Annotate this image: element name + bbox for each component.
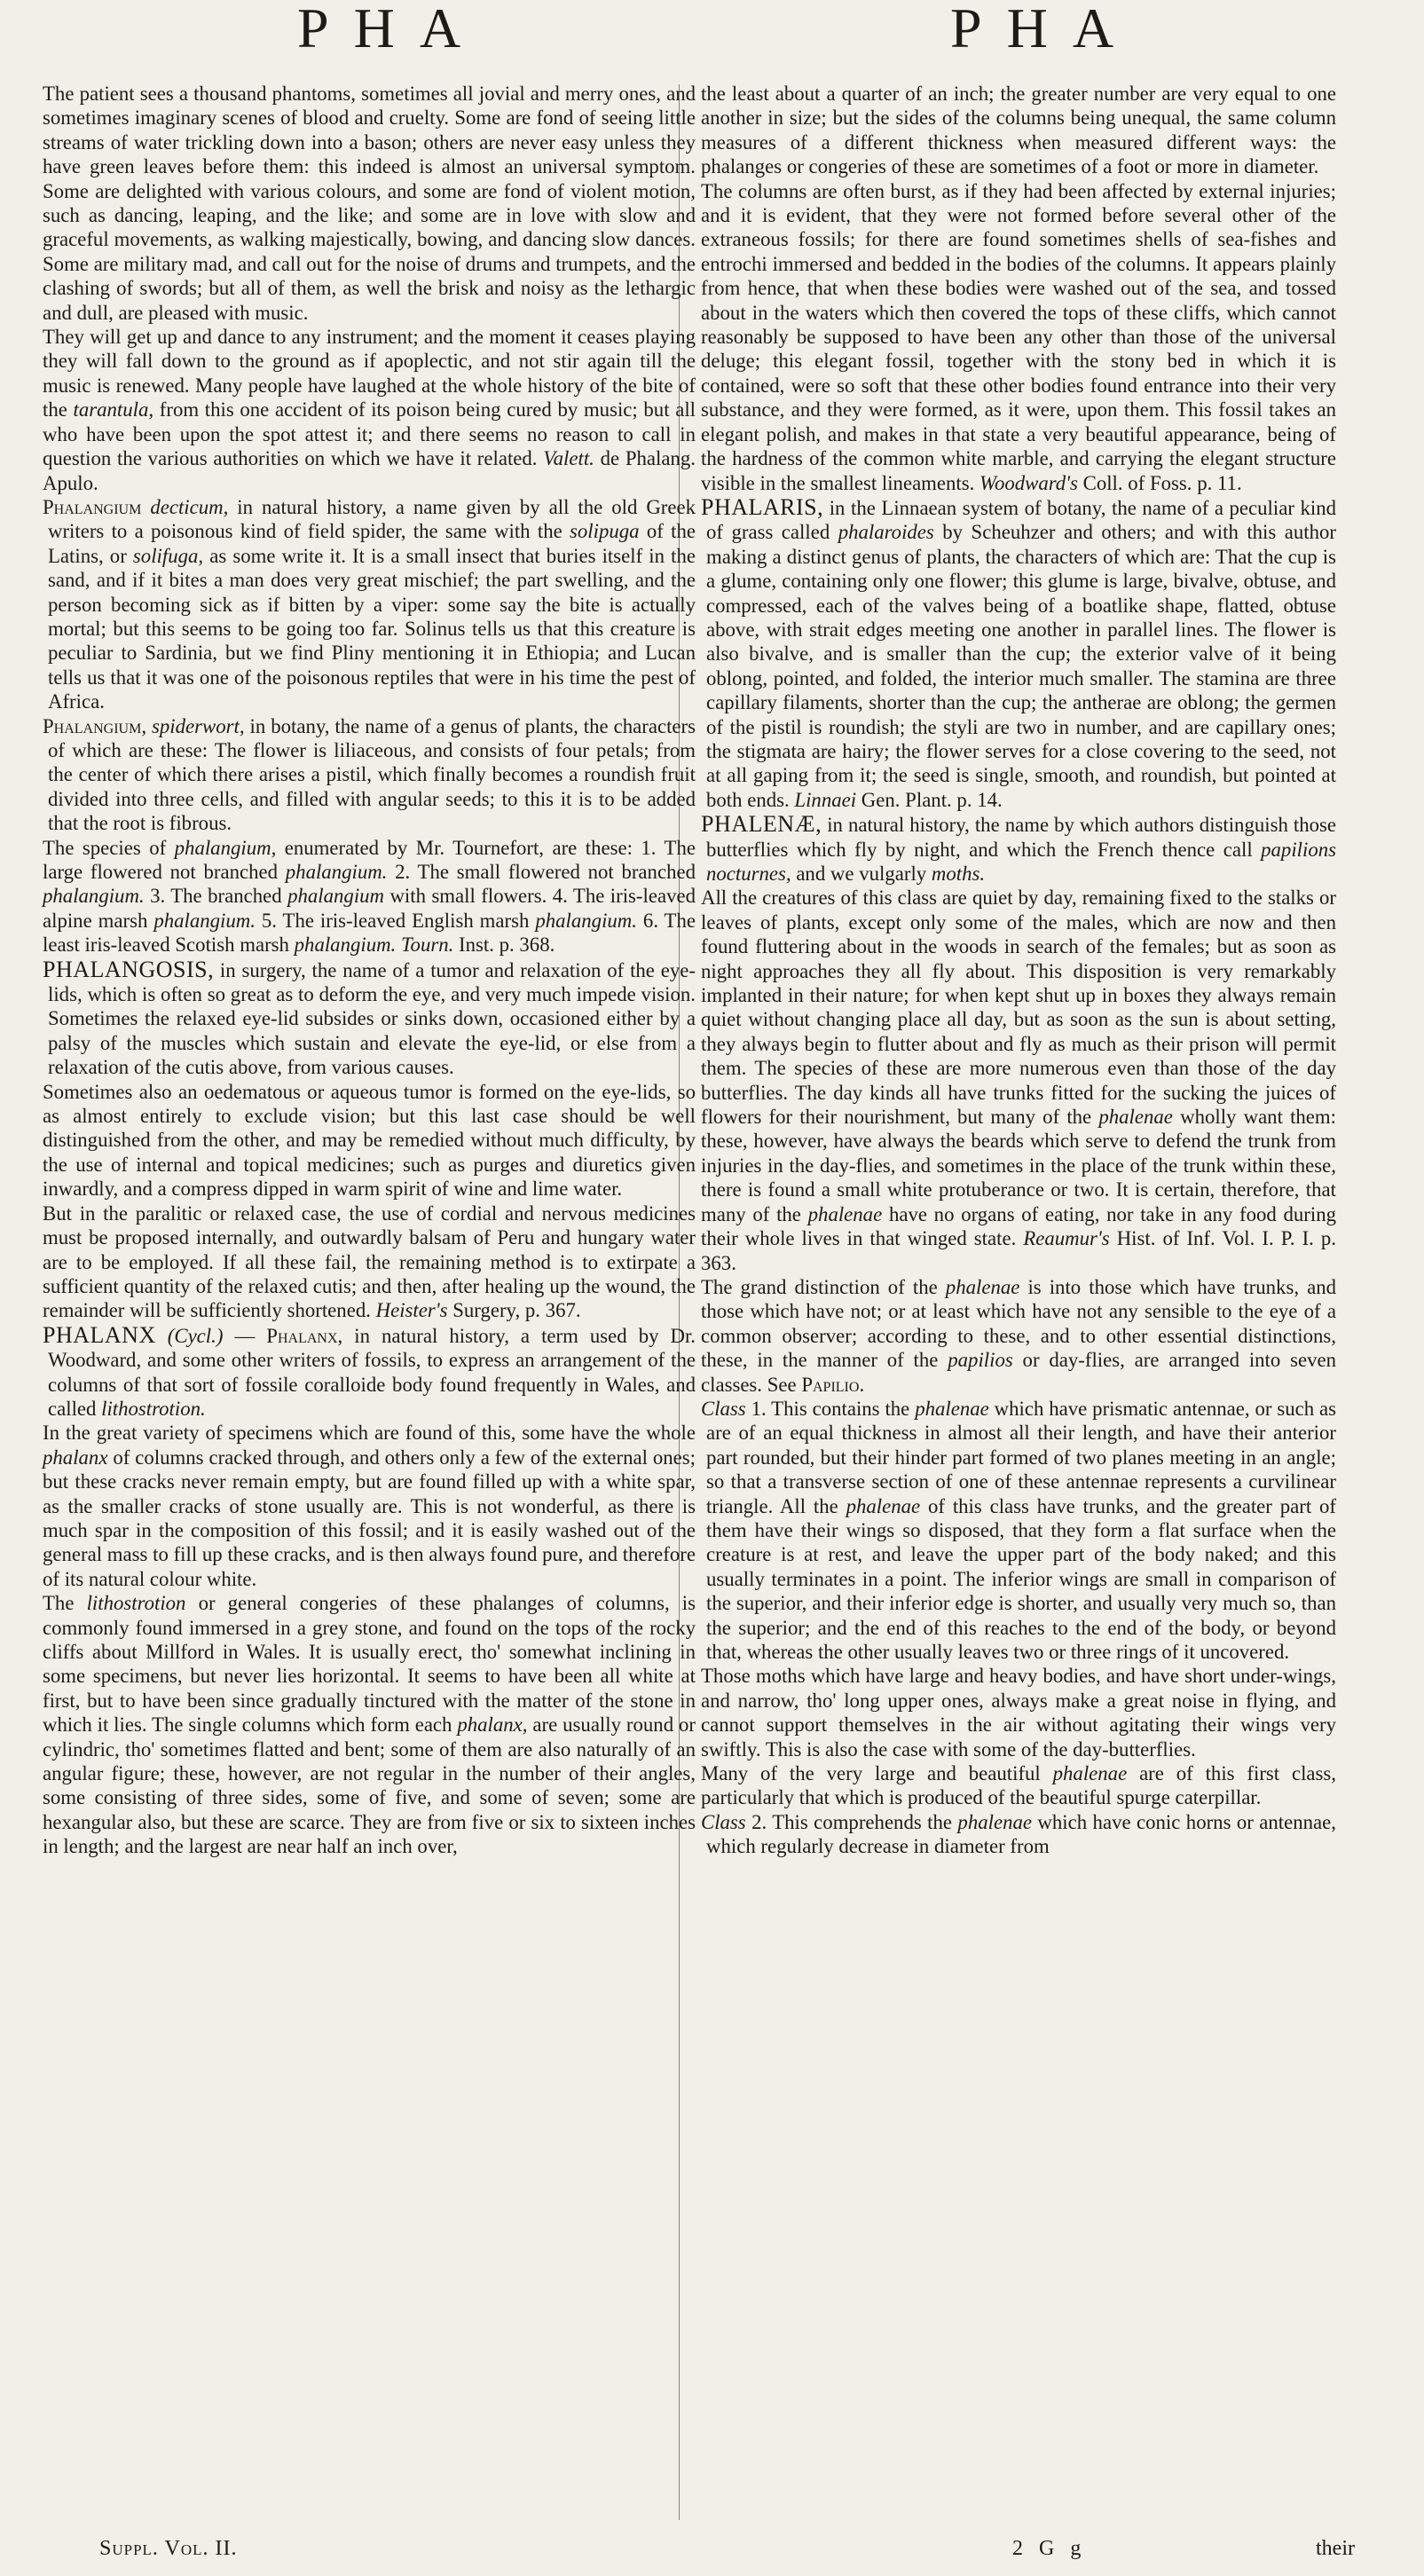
class-label: Class [701, 1810, 746, 1833]
text: The columns are often burst, as if they had been affected by external injuries; and it is evident, that they were not formed before several other of the extraneous fossils; for there are found sometimes shells of sea-fishes and entrochi immersed and bedded in the bodies of the columns. It appears plainly from hence, that when these bodies were washed out of the sea, and tossed about in the waters which then covered the tops of these cliffs, which cannot reasonably be supposed to have been any other than those of the universal deluge; this elegant fossil, together with the stony bed in which it is contained, were so soft that these other bodies found entrance into their very substance, and they were formed, as it were, upon them. This fossil takes an elegant polish, and makes in that state a very beautiful appearance, being of the hardness of the common white marble, and carrying the elegant structure visible in the smallest lineaments. [701, 179, 1336, 494]
text: or day-flies, are arranged into seven classes. See [701, 1349, 1337, 1396]
italic-text: Linnaei [794, 788, 857, 811]
text: Hist. of Inf. Vol. I. P. I. p. 363. [701, 1227, 1337, 1274]
text: Surgery, p. 367. [452, 1299, 581, 1322]
italic-text: phalangium. Tourn. [294, 934, 454, 957]
text: wholly want them: these, however, have always the beards which serve to defend the trunk from injuries in the day-flies, and sometimes in the place of the trunk within these, there is found a small white protuberance or two. It is certain, therefore, that many of the [701, 1106, 1336, 1225]
entry-phalanx [43, 1323, 696, 1422]
text: In the great variety of specimens which are found of this, some have the whole [43, 1422, 696, 1445]
text: from this one accident of its poison being cured by music; but all who have been upon the spot attest it; and there seems no reason to call in question the various authorities on which we have it related. [43, 398, 696, 470]
entry-headword: Phalangium, [43, 714, 147, 737]
class-number: 1. [751, 1397, 767, 1420]
text: The [43, 1592, 75, 1615]
italic-text: phalangium. [153, 909, 256, 932]
class-number: 2. [751, 1810, 767, 1833]
italic-text: solifuga, [132, 544, 204, 567]
text: The grand distinction of the [701, 1275, 938, 1298]
text: in natural history, a term used by Dr. Woodward, and some other writers of fossils, to express an arrangement of the columns of that sort of fossile coralloide body found frequently in Wales, and called [48, 1324, 696, 1420]
phalanx-paragraph-3 [43, 1591, 696, 1858]
text: The patient sees a thousand phantoms, sometimes all jovial and merry ones, and sometimes imaginary scenes of blood and cruelty. Some are fond of seeing little streams of water trickling down into a bason; others are never easy unless they have green leaves before them: this indeed is almost an universal symptom. Some are delighted with various colours, and some are fond of violent motion, such as dancing, leaping, and the like; and some are in love with slow and graceful movements, as walking majestically, bowing, and dancing slow dances. Some are military mad, and call out for the noise of drums and trumpets, and the clashing of swords; but all of them, as well the brisk and noisy as the lethargic and dull, are pleased with music. [43, 83, 696, 324]
running-head-right: PHA [950, 0, 1139, 59]
text: of columns cracked through, and others only a few of the external ones; but these cracks never remain empty, but are found filled up with a white spar, as the smaller cracks of stone usually are. This is not wonderful, as there is much spar in the composition of this fossil; and it is easily washed out of the general mass to fill up these cracks, and is then always found pure, and therefore of its natural colour white. [43, 1446, 696, 1590]
species-paragraph [43, 836, 696, 957]
italic-text: spiderwort, [152, 714, 245, 737]
entry-class-1 [701, 1397, 1336, 1664]
italic-text: moths. [931, 863, 986, 885]
italic-text: Reaumur's [1023, 1227, 1110, 1250]
italic-text: phalanx, [457, 1713, 528, 1737]
text: Inst. p. 368. [459, 934, 555, 957]
text: with small flowers. 4. The iris-leaved alpine marsh [43, 885, 696, 932]
italic-text: Woodward's [979, 471, 1078, 494]
class-1-paragraph-3 [701, 1761, 1336, 1810]
text: de Phalang. Apulo. [43, 447, 696, 494]
text: of this class have trunks, and the greater part of them have their wings so disposed, that they form a flat surface when the creature is at rest, and leave the upper part of the body naked; and this usually terminates in a point. The inferior wings are small in comparison of the superior, and their inferior edge is shorter, and usually very much so, than the superior; and the end of this reaches to the end of the body, or beyond that, whereas the other usually leaves two or three rings of it uncovered. [706, 1494, 1336, 1663]
italic-text: papilions nocturnes, [706, 838, 1336, 885]
class-label: Class [701, 1397, 746, 1420]
entry-headword: Phalangium [43, 495, 142, 518]
text: Sometimes also an oedematous or aqueous tumor is formed on the eye-lids, so as almost entirely to exclude vision; but this last case should be well distinguished from the other, and may be remedied without much difficulty, by the use of internal and topical medicines; such as purges and diuretics given inwardly, and a compress dipped in warm spirit of wine and lime water. [43, 1080, 696, 1201]
text: 3. The branched [150, 885, 282, 908]
text: the least about a quarter of an inch; the greater number are very equal to one another in size; but the sides of the columns being unequal, the same column measures of a different thickness when measured different ways: the phalanges or congeries of these are sometimes of a foot or more in diameter. [701, 83, 1336, 178]
text: of the Latins, or [48, 520, 696, 567]
text: Gen. Plant. p. 14. [861, 788, 1003, 811]
italic-text: phalenae [915, 1397, 989, 1420]
text: in botany, the name of a genus of plants, the characters of which are these: The flower is liliaceous, and consists of four petals; from the center of which there arises a pistil, which finally becomes a roundish fruit divided into three cells, and filled with angular seeds; to this it is to be added that the root is fibrous. [48, 714, 696, 835]
phalenae-paragraph-3 [701, 1275, 1336, 1397]
entry-phalenae [701, 812, 1336, 886]
entry-phalangium-spiderwort [43, 714, 696, 836]
italic-text: lithostrotion [86, 1592, 186, 1615]
italic-text: solipuga [570, 520, 640, 543]
text: are of this first class, particularly that which is produced of the beautiful spurge caterpillar. [701, 1762, 1336, 1809]
phalangosis-paragraph-3 [43, 1201, 696, 1323]
phalangosis-paragraph-2 [43, 1080, 696, 1201]
text: is into those which have trunks, and those which have not; or at least which have not any sensible to the eye of a common observer; according to these, and to other essential distinctions, these, in the manner of the [701, 1275, 1337, 1372]
left-column [43, 82, 696, 1859]
tarantula-paragraph [43, 325, 696, 495]
continued-paragraph [43, 82, 696, 325]
entry-headword: — Phalanx, [234, 1324, 343, 1347]
italic-text: phalangium [287, 885, 385, 908]
cross-reference: Papilio. [801, 1373, 865, 1396]
text: which have prismatic antennae, or such as are of an equal thickness in almost all their length, and have their anterior part rounded, but their hinder part formed of two planes meeting in an angle; so that a transverse section of one of these antennae represents a curvilinear triangle. All the [706, 1397, 1337, 1517]
text: Many of the very large and beautiful [701, 1762, 1041, 1785]
italic-text: tarantula, [73, 398, 154, 421]
italic-text: phalaroides [838, 521, 934, 544]
italic-text: phalenae [1098, 1106, 1173, 1129]
entry-phalangosis [43, 957, 696, 1080]
text: This contains the [771, 1397, 910, 1420]
entry-headword: PHALENÆ, [701, 811, 822, 838]
text: Coll. of Foss. p. 11. [1082, 471, 1242, 494]
columns-paragraph [701, 179, 1336, 495]
text: 6. The least iris-leaved Scotish marsh [43, 909, 696, 957]
entry-phalangium-decticum [43, 495, 696, 714]
continued-paragraph [701, 82, 1336, 179]
text: and we vulgarly [796, 863, 927, 885]
italic-text: phalanx [43, 1446, 108, 1469]
text: Those moths which have large and heavy bodies, and have short under-wings, and narrow, tho' long upper ones, always make a great noise in flying, and cannot support themselves in the air without agitating their wings very swiftly. This is also the case with some of the day-butterflies. [701, 1665, 1336, 1761]
text: But in the paralitic or relaxed case, the use of cordial and nervous medicines must be proposed internally, and outwardly balsam of Peru and hungary water are to be employed. If all these fail, the remaining method is to extirpate a sufficient quantity of the relaxed cutis; and then, after healing up the wound, the remainder will be sufficiently shortened. [43, 1201, 696, 1322]
class-1-paragraph-2 [701, 1664, 1336, 1761]
entry-headword: PHALANX [43, 1321, 156, 1348]
text: in the Linnaean system of botany, the name of a peculiar kind of grass called [706, 496, 1336, 544]
phalenae-paragraph-2 [701, 886, 1336, 1275]
running-head-left: PHA [297, 0, 486, 59]
text: by Scheuhzer and others; and with this author making a distinct genus of plants, the characters of which are: That the cup is a glume, containing only one flower; this glume is large, bivalve, obtuse, and compressed, each of the valves being of a boatlike shape, flatted, obtuse above, with strait edges meeting one another in parallel lines. The flower is also bivalve, and is smaller than the cup; the exterior valve of it being oblong, pointed, and folded, the interior much smaller. The stamina are three capillary filaments, shorter than the cup; the antherae are oblong; the germen of the pistil is roundish; the styli are two in number, and are capillary ones; the stigmata are hairy; the flower serves for a close covering to the seed, not at all gaping from it; the seed is single, smooth, and roundish, but pointed at both ends. [706, 521, 1336, 811]
text: 2. The small flowered not branched [395, 861, 696, 883]
text: which have conic horns or antennae, which regularly decrease in diameter from [706, 1810, 1336, 1858]
italic-text: lithostrotion. [101, 1397, 206, 1420]
italic-text: phalenae [807, 1202, 883, 1225]
text: This comprehends the [772, 1810, 952, 1833]
text: They will get up and dance to any instrument; and the moment it ceases playing they will fall down to the ground as if apoplectic, and not stir again till the music is renewed. Many people have laughed at the whole history of the bite of the [43, 326, 696, 421]
text: are usually round or cylindric, tho' sometimes flatted and bent; some of them are also naturally of an angular figure; these, however, are not regular in the number of their angles, some consisting of three sides, some of five, and some of seven; some are hexangular also, but these are scarce. They are from five or six to sixteen inches in length; and the largest are near half an inch over, [43, 1713, 696, 1858]
italic-text: (Cycl.) [167, 1324, 224, 1347]
italic-text: phalenae [957, 1810, 1032, 1833]
entry-headword: PHALANGOSIS, [43, 956, 215, 982]
text: enumerated by Mr. Tournefort, are these: 1. The large flowered not branched [43, 836, 696, 883]
text: 5. The iris-leaved English marsh [261, 909, 530, 932]
italic-text: phalangium. [285, 861, 388, 883]
text: in natural history, the name by which authors distinguish those butterflies which fly by night, and which the French thence call [706, 814, 1337, 861]
phalanx-paragraph-2 [43, 1421, 696, 1591]
text: The species of [43, 836, 167, 859]
text: have no organs of eating, nor take in any food during their whole lives in that winged state. [701, 1202, 1336, 1250]
italic-text: phalangium. [535, 909, 637, 932]
text: in surgery, the name of a tumor and relaxation of the eye-lids, which is often so great as to deform the eye, and very much impede vision. Sometimes the relaxed eye-lid subsides or sinks down, occasioned either by a palsy of the muscles which sustain and elevate the eye-lid, or else from a relaxation of the cutis above, from various causes. [48, 958, 696, 1079]
italic-text: decticum, [150, 495, 229, 518]
entry-class-2 [701, 1810, 1336, 1859]
footer-volume: Suppl. Vol. II. [99, 2537, 238, 2560]
italic-text: papilios [948, 1349, 1013, 1372]
italic-text: phalenae [945, 1275, 1020, 1298]
italic-text: phalenae [846, 1494, 921, 1517]
footer-signature: 2 G g [1012, 2537, 1087, 2560]
italic-text: phalenae [1052, 1762, 1128, 1785]
right-column [701, 82, 1336, 1859]
italic-text: phalangium. [43, 885, 145, 908]
text: in natural history, a name given by all the old Greek writers to a poisonous kind of field spider, the same with the [48, 495, 696, 543]
italic-text: phalangium, [174, 836, 277, 859]
entry-phalaris [701, 495, 1336, 812]
footer-catchword: their [1316, 2537, 1355, 2560]
text: All the creatures of this class are quiet by day, remaining fixed to the stalks or leaves of plants, except only some of the males, which are now and then found fluttering about in the woods in search of the females; but as soon as night approaches they all fly about. This disposition is very remarkably implanted in their nature; for when kept shut up in boxes they always remain quiet without changing place all day, but as soon as the sun is about setting, they always begin to flutter about and fly as much as their prison will permit them. The species of these are more numerous even than those of the day butterflies. The day kinds all have trunks fitted for the sucking the juices of flowers for their nourishment, but many of the [701, 886, 1336, 1129]
text: as some write it. It is a small insect that buries itself in the sand, and if it bites a man does very great mischief; the part swelling, and the person becoming sick as if bitten by a viper: some say the bite is actually mortal; but this seems to be going too far. Solinus tells us that this creature is peculiar to Sardinia, but we find Pliny mentioning it in Ethiopia; and Lucan tells us that it was one of the poisonous reptiles that were in his time the pest of Africa. [48, 544, 696, 713]
text: or general congeries of these phalanges of columns, is commonly found immersed in a grey stone, and found on the tops of the rocky cliffs about Millford in Wales. It is usually erect, tho' somewhat inclining in some specimens, but never lies horizontal. It seems to have been all white at first, but to have been since gradually tinctured with the matter of the stone in which it lies. The single columns which form each [43, 1592, 696, 1737]
entry-headword: PHALARIS, [701, 493, 824, 520]
italic-text: Valett. [543, 447, 594, 470]
italic-text: Heister's [375, 1299, 448, 1322]
